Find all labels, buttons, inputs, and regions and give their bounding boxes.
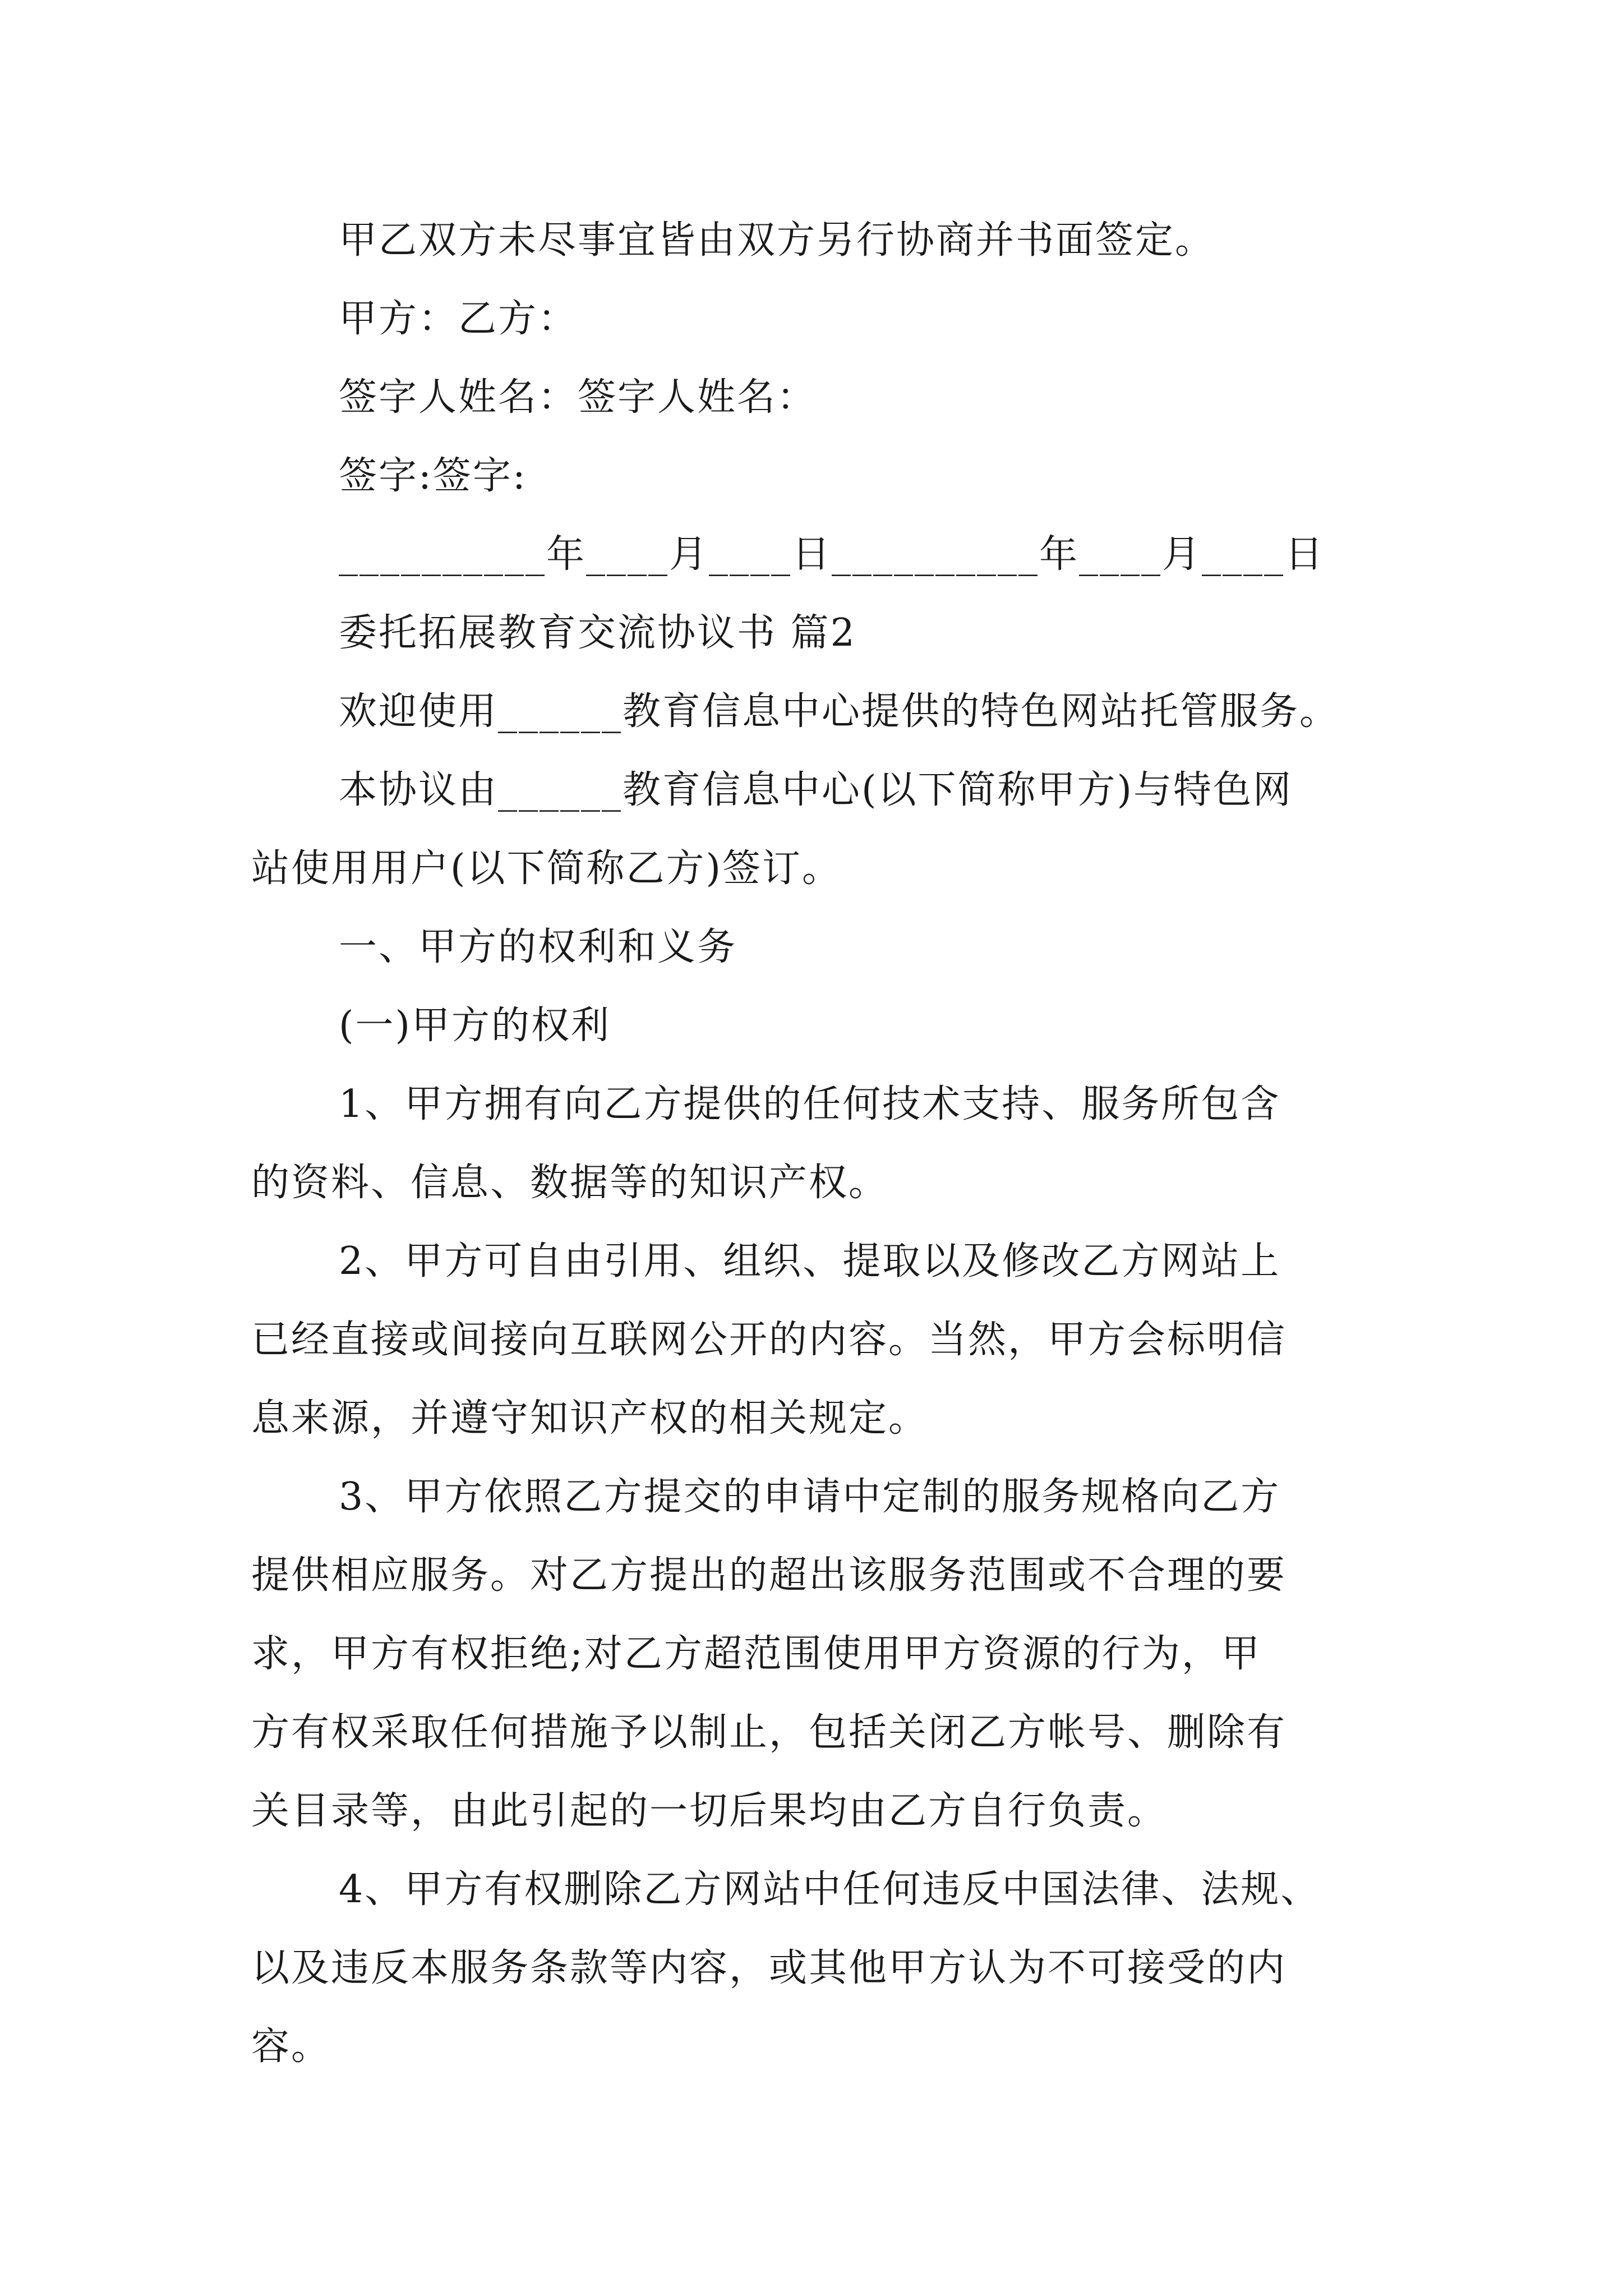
text-line: 签字:签字: — [339, 454, 527, 498]
text-line: 欢迎使用______教育信息中心提供的特色网站托管服务。 — [339, 689, 1340, 734]
text-line: 求，甲方有权拒绝;对乙方超范围使用甲方资源的行为，甲 — [251, 1632, 1261, 1676]
text-line: 1、甲方拥有向乙方提供的任何技术支持、服务所包含 — [339, 1082, 1281, 1126]
text-line: 的资料、信息、数据等的知识产权。 — [251, 1161, 889, 1205]
text-line: 已经直接或间接向互联网公开的内容。当然，甲方会标明信 — [251, 1318, 1287, 1362]
section-heading: 委托拓展教育交流协议书 篇2 — [339, 611, 856, 655]
subheading: 一、甲方的权利和义务 — [339, 925, 737, 969]
text-line: 以及违反本服务条款等内容，或其他甲方认为不可接受的内 — [251, 1946, 1287, 1990]
text-line: 甲方：乙方： — [339, 297, 578, 341]
text-line: 容。 — [251, 2024, 331, 2069]
text-line: 甲乙双方未尽事宜皆由双方另行协商并书面签定。 — [339, 218, 1215, 263]
text-line: 3、甲方依照乙方提交的申请中定制的服务规格向乙方 — [339, 1475, 1281, 1519]
text-line: 方有权采取任何措施予以制止，包括关闭乙方帐号、删除有 — [251, 1710, 1287, 1755]
date-blank-line: __________年____月____日__________年____月____日 — [339, 532, 1325, 577]
text-line: 息来源，并遵守知识产权的相关规定。 — [251, 1396, 929, 1441]
text-line: 2、甲方可自由引用、组织、提取以及修改乙方网站上 — [339, 1239, 1281, 1283]
text-line: 本协议由______教育信息中心(以下简称甲方)与特色网 — [339, 768, 1293, 812]
subheading: (一)甲方的权利 — [339, 1004, 611, 1048]
text-line: 提供相应服务。对乙方提出的超出该服务范围或不合理的要 — [251, 1553, 1287, 1598]
text-line: 签字人姓名：签字人姓名： — [339, 375, 817, 420]
text-line: 4、甲方有权删除乙方网站中任何违反中国法律、法规、 — [339, 1867, 1321, 1912]
text-line: 站使用用户(以下简称乙方)签订。 — [251, 846, 842, 891]
text-line: 关目录等，由此引起的一切后果均由乙方自行负责。 — [251, 1789, 1168, 1833]
